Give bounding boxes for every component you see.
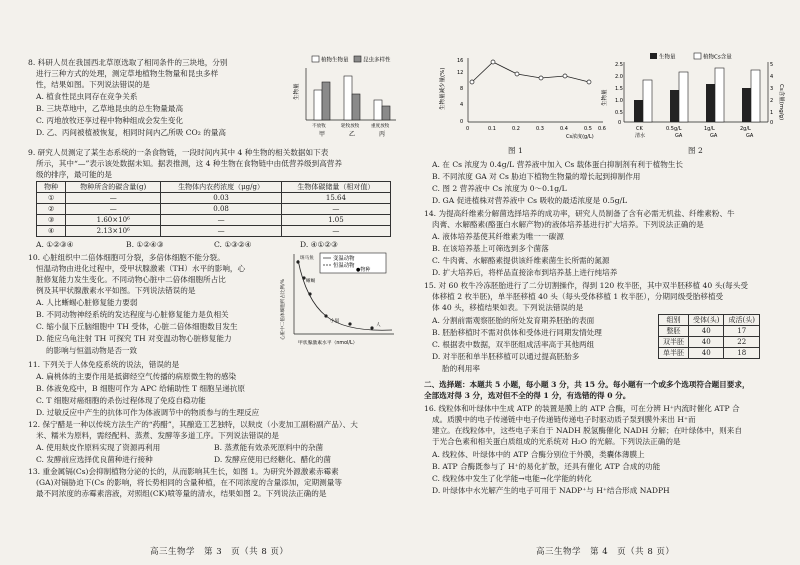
table-cell: ④ [37, 226, 66, 237]
q12-option-c: C. 发酵前应选择优良菌种进行接种 [36, 455, 153, 464]
page-4 [400, 0, 800, 565]
fig2-caption: 图 2 [688, 146, 703, 155]
q16-option-a: A. 线粒体、叶绿体中的 ATP 合酶分别位于外膜，类囊体薄膜上 [432, 450, 645, 459]
q15-result-table [658, 314, 760, 359]
table-row [659, 337, 760, 348]
q10-option-c: C. 缩小鼠下丘脑细胞中 TH 受体，心脏二倍体细胞数目发生 [36, 322, 238, 331]
q9-stem-1: 9. 研究人员测定了某生态系统的一条食物链，一段时间内其中 4 种生物的相关数据如下表 [28, 148, 329, 157]
q10-point [324, 314, 327, 317]
q8-option-d: D. 乙、丙间被植被恢复，相同时间内乙所吸 CO₂ 的量高 [36, 128, 227, 137]
svg-text:0.4: 0.4 [560, 126, 568, 132]
svg-text:1: 1 [770, 110, 774, 116]
fig1-y-label: 生物量减少量(%) [440, 67, 446, 110]
svg-text:1.0: 1.0 [615, 98, 623, 104]
q10-label-lizard: 蜥蜴 [306, 279, 316, 284]
svg-text:3: 3 [770, 86, 774, 92]
q14-option-b: B. 在该培养基上可筛选到多个菌落 [432, 244, 549, 253]
svg-text:2: 2 [770, 98, 774, 104]
q15-stem-1: 15. 对 60 枚牛冷冻胚胎进行了二分切割操作，得到 120 枚半胚，其中双半胚移植 40 头(每头受 [424, 281, 748, 290]
table-cell: 2.13×10⁶ [66, 226, 161, 237]
fig2-cat-1: CK [636, 126, 643, 132]
q13-stem-1: 13. 重金属镉(Cs)会抑制植物分泌的长的，从而影响其生长，如图 1。为研究外源激素赤霉素 [28, 467, 339, 476]
table-cell: 17 [724, 326, 759, 337]
q8-legend-plant: 植物生物量 [321, 57, 349, 64]
q8-cat-3: 重度放牧 [371, 124, 390, 129]
q9-stem-2: 所示，其中“—”表示该处数据未知。据表推测，这 4 种生物在食物链中由低营养级到高营养 [36, 159, 342, 168]
q10-stem-3: 脏修复能力发生变化。不同动物心脏中二倍体细胞所占比 [36, 275, 226, 284]
q14-stem-1: 14. 为提高纤维素分解菌选择培养的成功率，研究人员制备了含有必需无机盐、纤维素粉、牛 [424, 209, 735, 218]
svg-text:清水: 清水 [635, 133, 646, 139]
fig1-caption: 图 1 [508, 146, 523, 155]
q8-option-c: C. 丙地放牧还享过程中物种组成会发生变化 [36, 116, 184, 125]
page-footer-right: 高三生物学 第 4 页（共 8 页） [536, 547, 675, 557]
table-cell: 整胚 [659, 326, 689, 337]
svg-text:0: 0 [770, 120, 774, 126]
table-cell: — [281, 204, 390, 215]
svg-text:2.0: 2.0 [615, 74, 623, 80]
q10-stem-1: 10. 心脏组织中二倍体细胞可分裂，多倍体细胞不能分裂。 [28, 253, 225, 262]
table-cell: 18 [724, 348, 759, 359]
q10-option-a: A. 人比蜥蜴心脏修复能力要弱 [36, 298, 138, 307]
table-row [37, 215, 391, 226]
q13-option-a: A. 在 Cs 浓度为 0.4g/L 营养液中加入 Cs 载体蛋白抑制剂有利于植物生长 [432, 160, 683, 169]
section-2-heading-1: 二、选择题：本题共 5 小题，每小题 3 分，共 15 分。每小题有一个或多个选项符合题目要求， [424, 380, 750, 389]
q10-stem-2: 恒温动物由进化过程中，受甲状腺激素（TH）水平的影响，心 [36, 264, 246, 273]
svg-text:GA: GA [710, 133, 718, 139]
q10-label-zebrafish: 斑马鱼 [300, 256, 314, 261]
table-cell: 22 [724, 337, 759, 348]
q13-figure-1 [438, 52, 613, 144]
q16-stem-4: 于光合色素和相关蛋白质组成的光系统对 H₂O 的光解。下列说法正确的是 [432, 437, 681, 446]
section-2-heading-2: 全部选对得 3 分，选对但不全的得 1 分，有选错的得 0 分。 [424, 391, 631, 400]
svg-text:0.5g/L: 0.5g/L [666, 126, 682, 132]
table-header: 成活(头) [724, 315, 759, 326]
q8-cat-2: 轮牧放牧 [341, 124, 360, 129]
svg-text:0: 0 [618, 120, 622, 126]
q15-option-c: C. 根据表中数据，双半胚组成活率高于其他两组 [432, 340, 595, 349]
svg-text:0.1: 0.1 [488, 126, 496, 132]
table-cell: 0.08 [161, 204, 281, 215]
svg-text:GA: GA [746, 133, 754, 139]
table-cell: 单半胚 [659, 348, 689, 359]
svg-text:0.3: 0.3 [536, 126, 544, 132]
q11-option-d: D. 过敏反应中产生的抗体可作为体液调节中的物质参与的生理反应 [36, 408, 260, 417]
q9-option-c: C. ①③②④ [214, 240, 252, 249]
q15-option-b: B. 胚胎移植时不需对供体和受体进行同期发情处理 [432, 328, 602, 337]
q15-option-d: D. 对半胚和单半胚移植可以通过提高胚胎多 [432, 352, 580, 361]
svg-text:16: 16 [457, 58, 464, 64]
svg-text:0: 0 [466, 126, 470, 132]
q8-stem-2: 进行三种方式的处理，测定草地植物生物量和昆虫多样 [36, 69, 219, 78]
q10-point [348, 322, 351, 325]
q8-cat-1: 不放牧 [312, 124, 326, 129]
svg-text:0.2: 0.2 [512, 126, 520, 132]
q11-option-a: A. 扁桃体的主要作用是抵御经空气传播的病原微生物的感染 [36, 372, 237, 381]
q15-stem-3: 体 40 头，移植结果如表。下列说法错误的是 [432, 303, 584, 312]
q10-stem-4: 例及其甲状腺激素水平如图。下列说法错误的是 [36, 286, 196, 295]
q12-option-b: B. 蒸煮能有效杀死原料中的杂菌 [214, 443, 324, 452]
table-row [37, 204, 391, 215]
q16-stem-3: 建立。在线粒体中，这些电子来自于 NADH 脱氢酶催化 NADH 分解；在叶绿体中，则来自 [432, 426, 742, 435]
q10-option-d: D. 能应乌龟注射 TH 可探究 TH 对变温动物心脏修复能力 [36, 334, 232, 343]
table-cell: 15.64 [281, 193, 390, 204]
table-cell: — [66, 204, 161, 215]
table-header: 受体(头) [689, 315, 724, 326]
q8-group-jia: 甲 [319, 131, 326, 138]
table-row [659, 348, 760, 359]
q13-option-b: B. 不同浓度 GA 对 Cs 胁迫下植物生物量的增长起到抑制作用 [432, 172, 641, 181]
table-cell: 40 [689, 348, 724, 359]
table-cell: 40 [689, 326, 724, 337]
q16-stem-1: 16. 线粒体和叶绿体中生成 ATP 的装置是膜上的 ATP 合酶，可在分辨 H⁺内流时催化 ATP 合 [424, 404, 740, 413]
table-cell: — [161, 215, 281, 226]
table-header: 物种 [37, 182, 66, 193]
table-cell: ③ [37, 215, 66, 226]
q10-option-d-cont: 的影响与恒温动物是否一致 [46, 346, 138, 355]
q14-stem-2: 肉膏、水解酪素(酪蛋白水解产物)的液体培养基进行扩大培养。下列说法正确的是 [432, 220, 704, 229]
q10-legend-endotherm: 恒温动物 [333, 263, 355, 269]
table-header: 生物体碳储量（相对值） [281, 182, 390, 193]
q10-x-label: 甲状腺激素水平（nmol/L） [298, 341, 358, 346]
q10-label-human: 人 [376, 323, 381, 328]
svg-text:0.6: 0.6 [598, 126, 606, 132]
q12-stem-1: 12. 保宁醋是一种以传统方法生产的“药醋”，其酿造工艺独特，以麸皮（小麦加工副粉副产品）、大 [28, 420, 358, 429]
q10-scatter-chart [276, 250, 398, 350]
q8-legend-insect: 昆虫多样性 [363, 57, 391, 64]
svg-text:GA: GA [675, 133, 683, 139]
q9-option-d: D. ④①②③ [300, 240, 338, 249]
svg-text:4: 4 [770, 74, 774, 80]
q10-legend-species: ●物种 [356, 267, 371, 273]
q13-stem-2: (GA)对镉胁迫下(Cs 的影响，将长势相同的含量种植，在不同浓度的含量添加，定期测量等 [36, 478, 342, 487]
svg-text:0: 0 [460, 119, 464, 125]
q8-stem-1: 8. 科研人员在我国西北草原选取了相同条件的三块地，分别 [28, 58, 228, 67]
q8-bar-chart [292, 54, 398, 140]
q14-option-d: D. 扩大培养后，将样品直接涂布到培养基上进行纯培养 [432, 268, 618, 277]
table-cell: ② [37, 204, 66, 215]
svg-text:0.5: 0.5 [584, 126, 592, 132]
page-footer-left: 高三生物学 第 3 页（共 8 页） [150, 547, 289, 557]
q13-option-c: C. 图 2 营养液中 Cs 浓度为 0～0.1g/L [432, 184, 567, 193]
svg-text:4: 4 [460, 102, 464, 108]
table-cell: 1.60×10⁶ [66, 215, 161, 226]
q14-option-a: A. 液体培养基使其纤维素为唯一一碳源 [432, 232, 564, 241]
fig2-legend-biomass: 生物量 [659, 54, 676, 61]
table-cell: ① [37, 193, 66, 204]
table-header: 物种所含的碳含量(g) [66, 182, 161, 193]
q8-option-a: A. 植食性昆虫同存在竞争关系 [36, 92, 138, 101]
fig2-y-left-label: 生物量 [602, 89, 608, 106]
q9-stem-3: 级的排序，最可能的是 [36, 170, 112, 179]
table-header-row [659, 315, 760, 326]
table-row [37, 226, 391, 237]
table-row [37, 193, 391, 204]
q10-legend-ectotherm: 变温动物 [333, 256, 355, 262]
svg-text:1g/L: 1g/L [704, 126, 715, 132]
table-header: 组别 [659, 315, 689, 326]
q14-option-c: C. 牛肉膏、水解酪素提供该纤维素菌生长所需的氮源 [432, 256, 610, 265]
q15-option-d-cont: 胎的利用率 [442, 364, 480, 373]
q16-option-b: B. ATP 合酶既参与了 H⁺的易化扩散，还具有催化 ATP 合成的功能 [432, 462, 661, 471]
q9-option-a: A. ①②③④ [36, 240, 74, 249]
q8-stem-3: 性，结果如图。下列说法错误的是 [36, 80, 150, 89]
table-header: 生物体内农药浓度（μg/g） [161, 182, 281, 193]
table-cell: — [281, 226, 390, 237]
q15-option-a: A. 分割前需观察胚胎的所处发育期养胚胎的表面 [432, 316, 595, 325]
svg-text:2g/L: 2g/L [740, 126, 751, 132]
q16-option-c: C. 线粒体中发生了化学能→电能→化学能的转化 [432, 474, 592, 483]
q16-option-d: D. 叶绿体中水光解产生的电子可用于 NADP⁺与 H⁺结合形成 NADPH [432, 486, 670, 495]
q12-option-d: D. 发酵应使用已经糖化、醋化的菌 [214, 455, 331, 464]
svg-text:2.5: 2.5 [615, 62, 623, 68]
q11-stem: 11. 下列关于人体免疫系统的说法，错误的是 [28, 360, 180, 369]
table-row [659, 326, 760, 337]
svg-text:0.5: 0.5 [615, 110, 623, 116]
q12-stem-2: 米、糯米为原料，需经配料、蒸煮、发酵等多道工序。下列说法错误的是 [36, 431, 279, 440]
q10-point [370, 326, 373, 329]
table-cell: 双半胚 [659, 337, 689, 348]
q13-figure-2 [598, 50, 783, 146]
svg-text:1.5: 1.5 [615, 86, 623, 92]
q15-stem-2: 体移植 2 枚半胚)，单半胚移植 40 头（每头受体移植 1 枚半胚），分期同级受胎移植受 [432, 292, 724, 301]
q13-option-d: D. GA 促进植株对营养液中 Cs 吸收的最适浓度是 0.5g/L [432, 196, 628, 205]
q9-option-b: B. ①②④③ [126, 240, 164, 249]
q8-group-yi: 乙 [349, 131, 356, 138]
fig1-x-label: Cs浓度(g/L) [566, 134, 594, 140]
q10-option-b: B. 不同动物神经系统的发达程度与心脏修复能力是负相关 [36, 310, 229, 319]
q16-stem-2: 成。质膜中的电子传递链中电子传递链传递电子时驱动质子泵到膜外来出 H⁺而 [432, 415, 696, 424]
q10-point [308, 292, 311, 295]
table-cell: — [66, 193, 161, 204]
q12-option-a: A. 使用麸皮作原料实现了资源再利用 [36, 443, 161, 452]
q10-y-label: 心脏中二倍体细胞所占比例/% [281, 278, 286, 340]
svg-text:5: 5 [770, 62, 774, 68]
svg-text:12: 12 [457, 70, 464, 76]
q8-group-bing: 丙 [379, 131, 386, 138]
q11-option-c: C. T 细胞对癌细胞的杀伤过程体现了免疫自稳功能 [36, 396, 206, 405]
q9-data-table [36, 181, 391, 237]
q11-option-b: B. 体液免疫中，B 细胞可作为 APC 给辅助性 T 细胞呈递抗原 [36, 384, 245, 393]
table-cell: 40 [689, 337, 724, 348]
table-cell: 0.03 [161, 193, 281, 204]
q8-y-label: 生物量 [294, 83, 300, 100]
q8-option-b: B. 三块草地中，乙草地昆虫的总生物量最高 [36, 104, 184, 113]
q10-label-mouse: 小鼠 [330, 319, 340, 324]
table-cell: — [161, 226, 281, 237]
q13-stem-3: 最不同浓度的赤霉素溶液，对照组(CK)喷等量的清水，结果如图 2。下列说法正确的是 [36, 489, 327, 498]
table-header-row [37, 182, 391, 193]
fig2-y-right-label: Cs含量(mg/g) [778, 84, 784, 121]
fig2-legend-cs: 植物Cs含量 [703, 54, 732, 61]
table-cell: 1.05 [281, 215, 390, 226]
svg-text:8: 8 [460, 86, 464, 92]
